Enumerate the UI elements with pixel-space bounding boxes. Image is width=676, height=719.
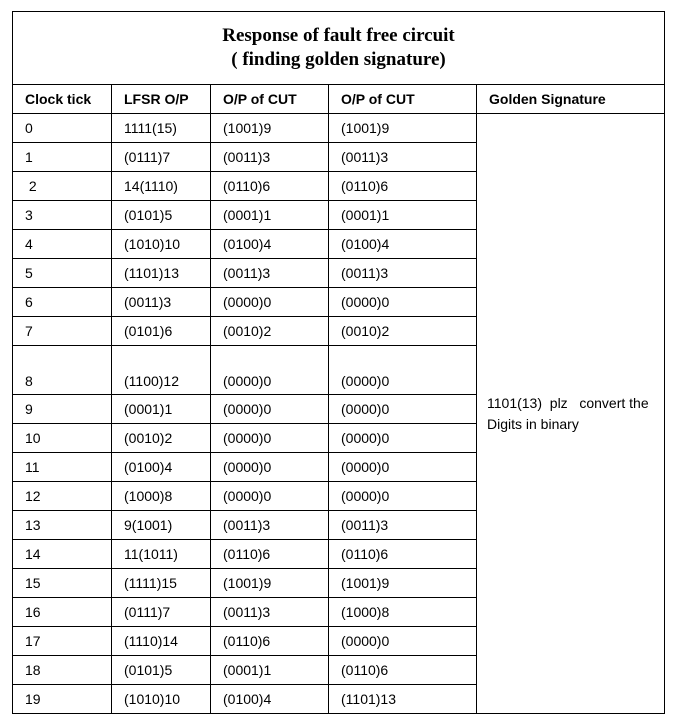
- cell-cut2: (0011)3: [329, 143, 477, 172]
- cell-lfsr: 1111(15): [112, 114, 211, 143]
- cell-tick: 14: [13, 540, 112, 569]
- cell-lfsr: (1111)15: [112, 569, 211, 598]
- title-line-2: ( finding golden signature): [231, 49, 446, 70]
- cell-cut1: (1001)9: [211, 569, 329, 598]
- cell-cut1: (0000)0: [211, 424, 329, 453]
- cell-tick: 6: [13, 288, 112, 317]
- cell-cut2: (0001)1: [329, 201, 477, 230]
- cell-tick: 2: [13, 172, 112, 201]
- cell-cut2: (0000)0: [329, 627, 477, 656]
- cell-cut2: (1101)13: [329, 685, 477, 714]
- cell-tick: 11: [13, 453, 112, 482]
- cell-cut1: (0110)6: [211, 540, 329, 569]
- cell-cut2: (0011)3: [329, 511, 477, 540]
- cell-cut1: (0011)3: [211, 143, 329, 172]
- cell-cut2: (0000)0: [329, 482, 477, 511]
- cell-cut1: (0000)0: [211, 395, 329, 424]
- cell-lfsr: (1010)10: [112, 230, 211, 259]
- cell-cut2: (0000)0: [329, 395, 477, 424]
- cell-tick: 3: [13, 201, 112, 230]
- golden-signature-value: [477, 114, 665, 714]
- cell-tick: 17: [13, 627, 112, 656]
- cell-cut1: (0000)0: [211, 288, 329, 317]
- cell-tick: 9: [13, 395, 112, 424]
- golden-signature-line-2: Digits in binary: [487, 415, 579, 432]
- title-row: [13, 12, 665, 85]
- cell-tick: 15: [13, 569, 112, 598]
- header-op-of-cut-2: O/P of CUT: [329, 85, 477, 114]
- cell-tick: 19: [13, 685, 112, 714]
- cell-lfsr: (0011)3: [112, 288, 211, 317]
- title-line-1: Response of fault free circuit: [222, 25, 455, 46]
- cell-tick: 10: [13, 424, 112, 453]
- cell-cut2: (0010)2: [329, 317, 477, 346]
- cell-cut2: (0011)3: [329, 259, 477, 288]
- cell-tick: 13: [13, 511, 112, 540]
- cell-cut1: (0001)1: [211, 656, 329, 685]
- cell-cut1: (0000)0: [211, 346, 329, 395]
- header-op-of-cut-1: O/P of CUT: [211, 85, 329, 114]
- cell-lfsr: (0101)6: [112, 317, 211, 346]
- cell-lfsr: 11(1011): [112, 540, 211, 569]
- cell-cut2: (0000)0: [329, 453, 477, 482]
- cell-tick: 0: [13, 114, 112, 143]
- golden-signature-line-1: 1101(13) plz convert the: [487, 394, 649, 411]
- cell-cut2: (1000)8: [329, 598, 477, 627]
- cell-cut2: (0000)0: [329, 288, 477, 317]
- cell-cut2: (0110)6: [329, 540, 477, 569]
- cell-cut1: (1001)9: [211, 114, 329, 143]
- cell-tick: 12: [13, 482, 112, 511]
- cell-cut2: (0000)0: [329, 424, 477, 453]
- cell-tick: 8: [13, 346, 112, 395]
- document-page: [12, 11, 664, 709]
- cell-lfsr: (0001)1: [112, 395, 211, 424]
- cell-tick: 7: [13, 317, 112, 346]
- header-lfsr-op: LFSR O/P: [112, 85, 211, 114]
- cell-cut1: (0100)4: [211, 230, 329, 259]
- cell-lfsr: (1000)8: [112, 482, 211, 511]
- cell-cut1: (0001)1: [211, 201, 329, 230]
- cell-lfsr: (1101)13: [112, 259, 211, 288]
- table-row: [13, 114, 665, 143]
- cell-tick: 5: [13, 259, 112, 288]
- cell-lfsr: (0111)7: [112, 143, 211, 172]
- cell-cut1: (0000)0: [211, 453, 329, 482]
- cell-cut2: (0000)0: [329, 346, 477, 395]
- cell-lfsr: (0101)5: [112, 201, 211, 230]
- cell-cut1: (0011)3: [211, 598, 329, 627]
- cell-cut2: (0100)4: [329, 230, 477, 259]
- cell-cut1: (0000)0: [211, 482, 329, 511]
- table-title: [13, 12, 665, 85]
- cell-lfsr: (0101)5: [112, 656, 211, 685]
- cell-lfsr: 9(1001): [112, 511, 211, 540]
- cell-cut2: (0110)6: [329, 172, 477, 201]
- cell-lfsr: (1100)12: [112, 346, 211, 395]
- cell-tick: 1: [13, 143, 112, 172]
- cell-lfsr: (1010)10: [112, 685, 211, 714]
- cell-cut2: (1001)9: [329, 569, 477, 598]
- cell-tick: 4: [13, 230, 112, 259]
- cell-cut2: (0110)6: [329, 656, 477, 685]
- cell-lfsr: 14(1110): [112, 172, 211, 201]
- cell-lfsr: (1110)14: [112, 627, 211, 656]
- cell-tick: 18: [13, 656, 112, 685]
- cell-lfsr: (0100)4: [112, 453, 211, 482]
- cell-tick: 16: [13, 598, 112, 627]
- cell-cut2: (1001)9: [329, 114, 477, 143]
- golden-signature-table: [12, 11, 665, 714]
- header-golden-signature: Golden Signature: [477, 85, 665, 114]
- cell-cut1: (0011)3: [211, 259, 329, 288]
- cell-lfsr: (0010)2: [112, 424, 211, 453]
- cell-lfsr: (0111)7: [112, 598, 211, 627]
- cell-cut1: (0011)3: [211, 511, 329, 540]
- header-clock-tick: Clock tick: [13, 85, 112, 114]
- cell-cut1: (0110)6: [211, 172, 329, 201]
- cell-cut1: (0100)4: [211, 685, 329, 714]
- cell-cut1: (0010)2: [211, 317, 329, 346]
- cell-cut1: (0110)6: [211, 627, 329, 656]
- header-row: [13, 85, 665, 114]
